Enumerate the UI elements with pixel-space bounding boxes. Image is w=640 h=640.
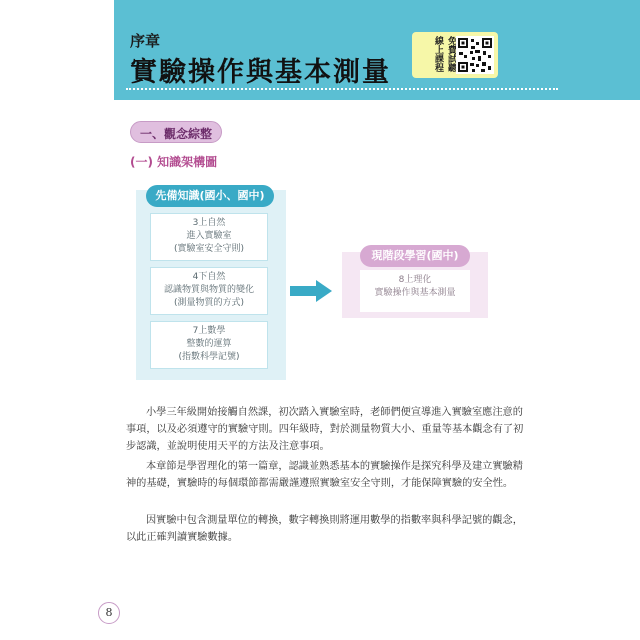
prior-topic-box — [150, 321, 268, 369]
topic-name: 整數的運算 — [186, 339, 232, 349]
topic-note: (指數科學記號) — [178, 352, 240, 362]
badge-column-1: 免費試聽 — [446, 36, 456, 72]
topic-grade: 8上理化 — [398, 275, 432, 285]
paragraph: 小學三年級開始接觸自然課，初次踏入實驗室時，老師們便宣導進入實驗室應注意的事項，以及必須遵守的實驗守則。四年級時，對於測量物質大小、重量等基本觀念有了初步認識，並說明使用天平的方法及注意事項。 — [126, 407, 524, 452]
prior-knowledge-title: 先備知識(國小、國中) — [146, 185, 274, 207]
section-pill-label: 一、觀念綜整 — [139, 127, 212, 141]
topic-name: 進入實驗室 — [186, 231, 232, 241]
online-course-badge[interactable] — [412, 32, 498, 78]
section-pill — [130, 121, 222, 143]
paragraph: 因實驗中包含測量單位的轉換，數字轉換則將運用數學的指數率與科學記號的觀念，以此正確判讀實驗數據。 — [126, 515, 523, 543]
header-divider — [126, 88, 558, 90]
stage-topic-box — [360, 270, 470, 312]
chapter-title: 實驗操作與基本測量 — [130, 57, 391, 88]
subheading: (一) 知識架構圖 — [130, 155, 218, 169]
topic-name: 實驗操作與基本測量 — [374, 288, 456, 298]
badge-text — [416, 36, 456, 74]
topic-grade: 4下自然 — [192, 272, 226, 282]
current-stage-title: 現階段學習(國中) — [360, 245, 470, 267]
topic-grade: 7上數學 — [192, 326, 226, 336]
topic-name: 認識物質與物質的變化 — [163, 285, 254, 295]
paragraph: 本章節是學習理化的第一篇章，認識並熟悉基本的實驗操作是探究科學及建立實驗精神的基礎，實驗時的每個環節都需嚴謹遵照實驗室安全守則，才能保障實驗的安全性。 — [126, 461, 523, 489]
topic-grade: 3上自然 — [192, 218, 226, 228]
topic-note: (測量物質的方式) — [173, 298, 245, 308]
qr-code-icon[interactable] — [456, 36, 494, 74]
chapter-label: 序章 — [130, 32, 161, 50]
topic-note: (實驗室安全守則) — [173, 244, 245, 254]
badge-column-2: 線上課程 — [433, 36, 443, 72]
prior-topic-box — [150, 267, 268, 315]
page-number: 8 — [98, 602, 120, 624]
arrow-right-icon — [290, 280, 332, 306]
prior-topic-box — [150, 213, 268, 261]
